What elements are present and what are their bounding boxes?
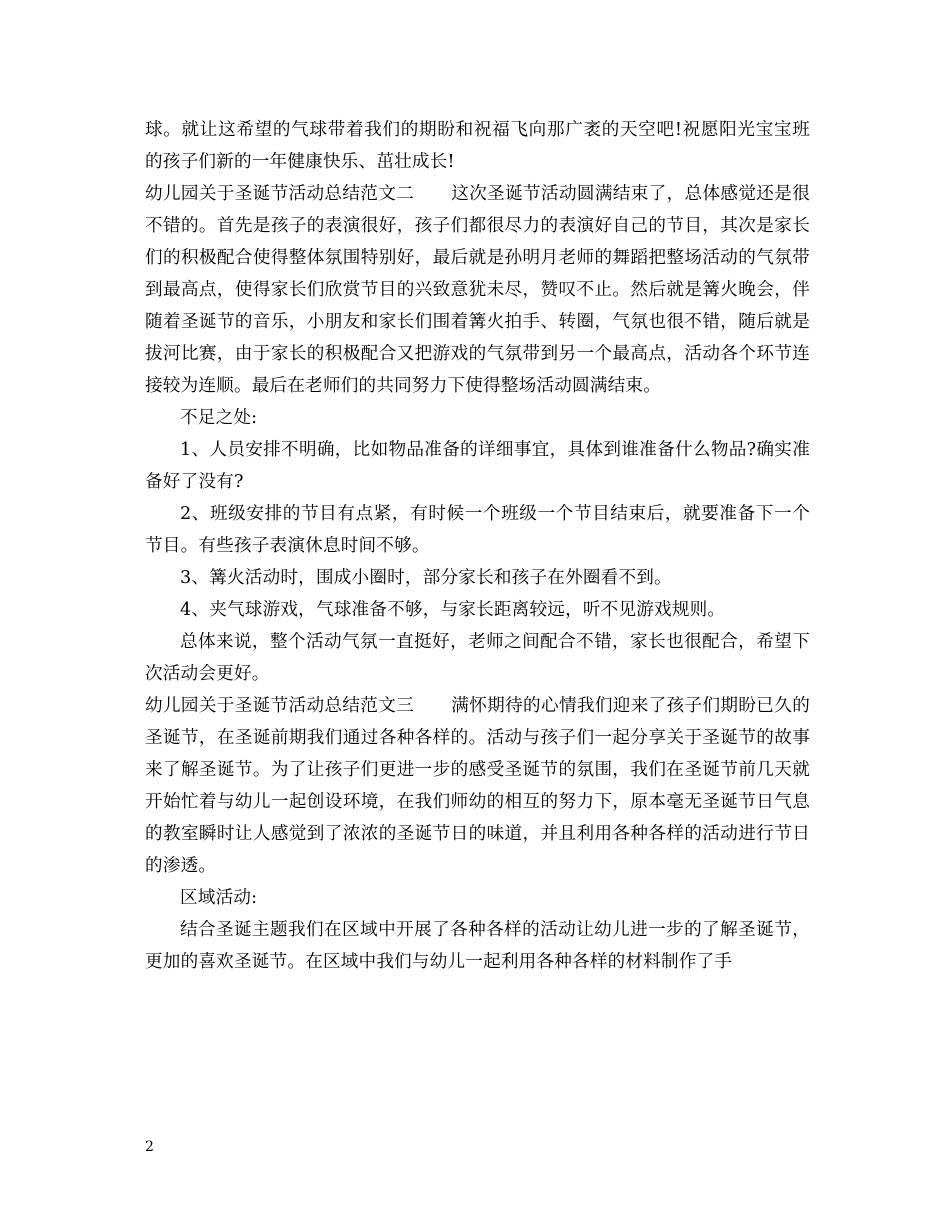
paragraph-text: 这次圣诞节活动圆满结束了，总体感觉还是很不错的。首先是孩子的表演很好，孩子们都很尽力的表演好自己的节目，其次是家长们的积极配合使得整体氛围特别好，最后就是孙明月老师的舞蹈把整场活动的气氛带到最高点，使得家长们欣赏节目的兴致意犹未尽，赞叹不止。然后就是篝火晚会，伴随着圣诞节的音乐，小朋友和家长们围着篝火拍手、转圈，气氛也很不错，随后就是拔河比赛，由于家长的积极配合又把游戏的气氛带到另一个最高点，活动各个环节连接较为连顺。最后在老师们的共同努力下使得整场活动圆满结束。 [145,184,810,396]
paragraph-with-heading [145,690,810,882]
section-heading: 幼儿园关于圣诞节活动总结范文二 [145,184,415,204]
paragraph: 球。就让这希望的气球带着我们的期盼和祝福飞向那广袤的天空吧!祝愿阳光宝宝班的孩子们新的一年健康快乐、茁壮成长! [145,120,810,172]
list-item: 3、篝火活动时，围成小圈时，部分家长和孩子在外圈看不到。 [180,568,672,588]
list-item: 2、班级安排的节目有点紧，有时候一个班级一个节目结束后，就要准备下一个节目。有些孩子表演休息时间不够。 [145,504,810,556]
list-item: 4、夹气球游戏，气球准备不够，与家长距离较远，听不见游戏规则。 [180,600,726,620]
paragraph: 总体来说，整个活动气氛一直挺好，老师之间配合不错，家长也很配合，希望下次活动会更好。 [145,632,810,684]
list-item: 1、人员安排不明确，比如物品准备的详细事宜，具体到谁准备什么物品?确实准备好了没有? [145,440,810,492]
paragraph-text: 满怀期待的心情我们迎来了孩子们期盼已久的圣诞节，在圣诞前期我们通过各种各样的。活动与孩子们一起分享关于圣诞节的故事来了解圣诞节。为了让孩子们更进一步的感受圣诞节的氛围，我们在圣诞节前几天就开始忙着与幼儿一起创设环境，在我们师幼的相互的努力下，原本毫无圣诞节日气息的教室瞬时让人感觉到了浓浓的圣诞节日的味道，并且利用各种各样的活动进行节日的渗透。 [145,696,810,876]
paragraph: 不足之处: [180,408,258,428]
document-body [145,114,810,978]
page-number: 2 [145,1139,154,1155]
paragraph: 区域活动: [180,888,258,908]
paragraph-with-heading [145,178,810,402]
paragraph: 结合圣诞主题我们在区域中开展了各种各样的活动让幼儿进一步的了解圣诞节，更加的喜欢圣诞节。在区域中我们与幼儿一起利用各种各样的材料制作了手 [145,920,810,972]
section-heading: 幼儿园关于圣诞节活动总结范文三 [145,696,415,716]
